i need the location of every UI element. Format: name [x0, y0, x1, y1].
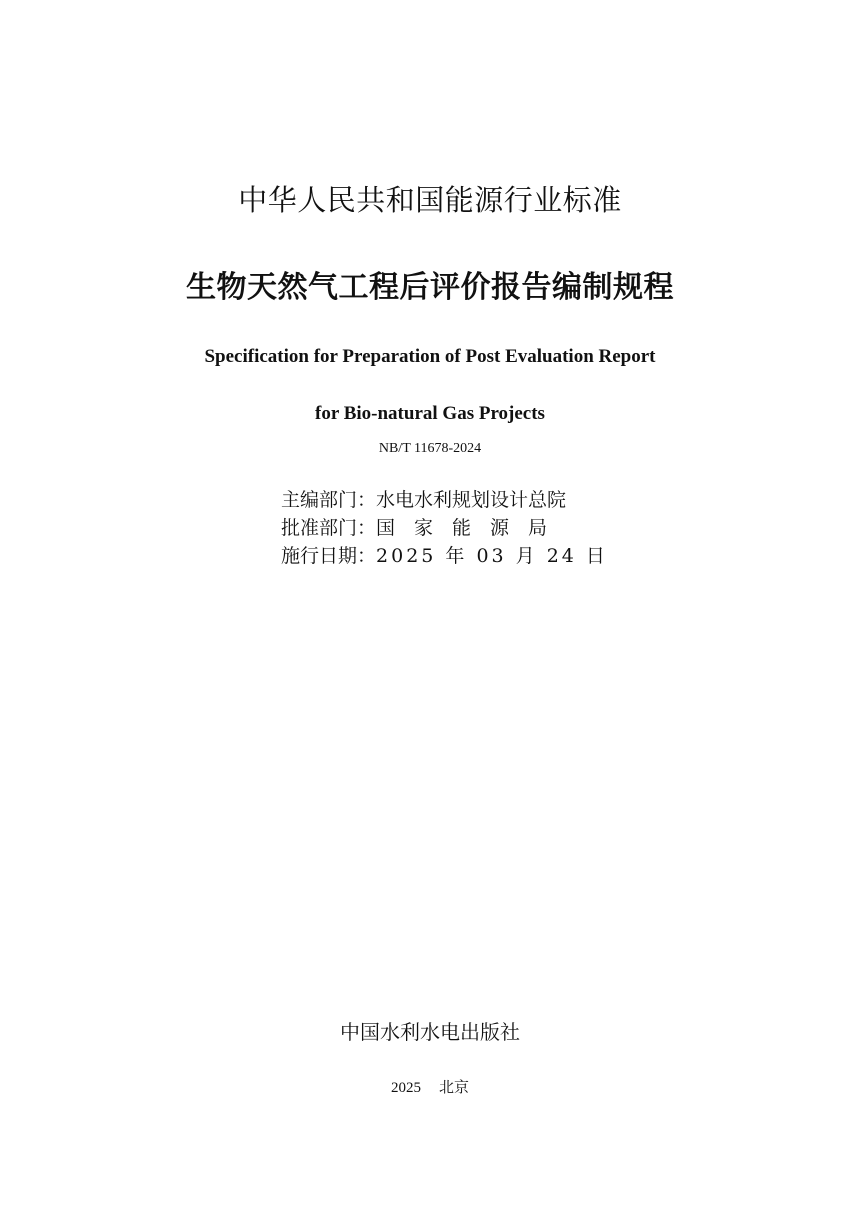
effective-label: 施行日期：	[281, 545, 377, 567]
title-chinese: 生物天然气工程后评价报告编制规程	[186, 270, 674, 305]
effective-date	[281, 541, 608, 568]
title-english-line-1: Specification for Preparation of Post Evaluation Report	[204, 346, 656, 367]
standard-category: 中华人民共和国能源行业标准	[238, 183, 622, 217]
approver-department	[281, 513, 566, 540]
publication-year-place	[0, 1076, 860, 1097]
editor-label: 主编部门：	[281, 489, 377, 511]
approver-label: 批准部门：	[281, 517, 377, 539]
editor-value: 水电水利规划设计总院	[376, 489, 567, 511]
editor-department	[281, 485, 566, 512]
publication-place: 北京	[438, 1080, 469, 1096]
effective-value: 2025 年 03 月 24 日	[376, 545, 608, 567]
standard-code: NB/T 11678-2024	[378, 441, 482, 456]
publication-year: 2025	[390, 1080, 421, 1096]
title-english-line-2: for Bio-natural Gas Projects	[315, 403, 545, 424]
publisher: 中国水利水电出版社	[340, 1020, 520, 1044]
approver-value: 国家能源局	[376, 517, 567, 539]
